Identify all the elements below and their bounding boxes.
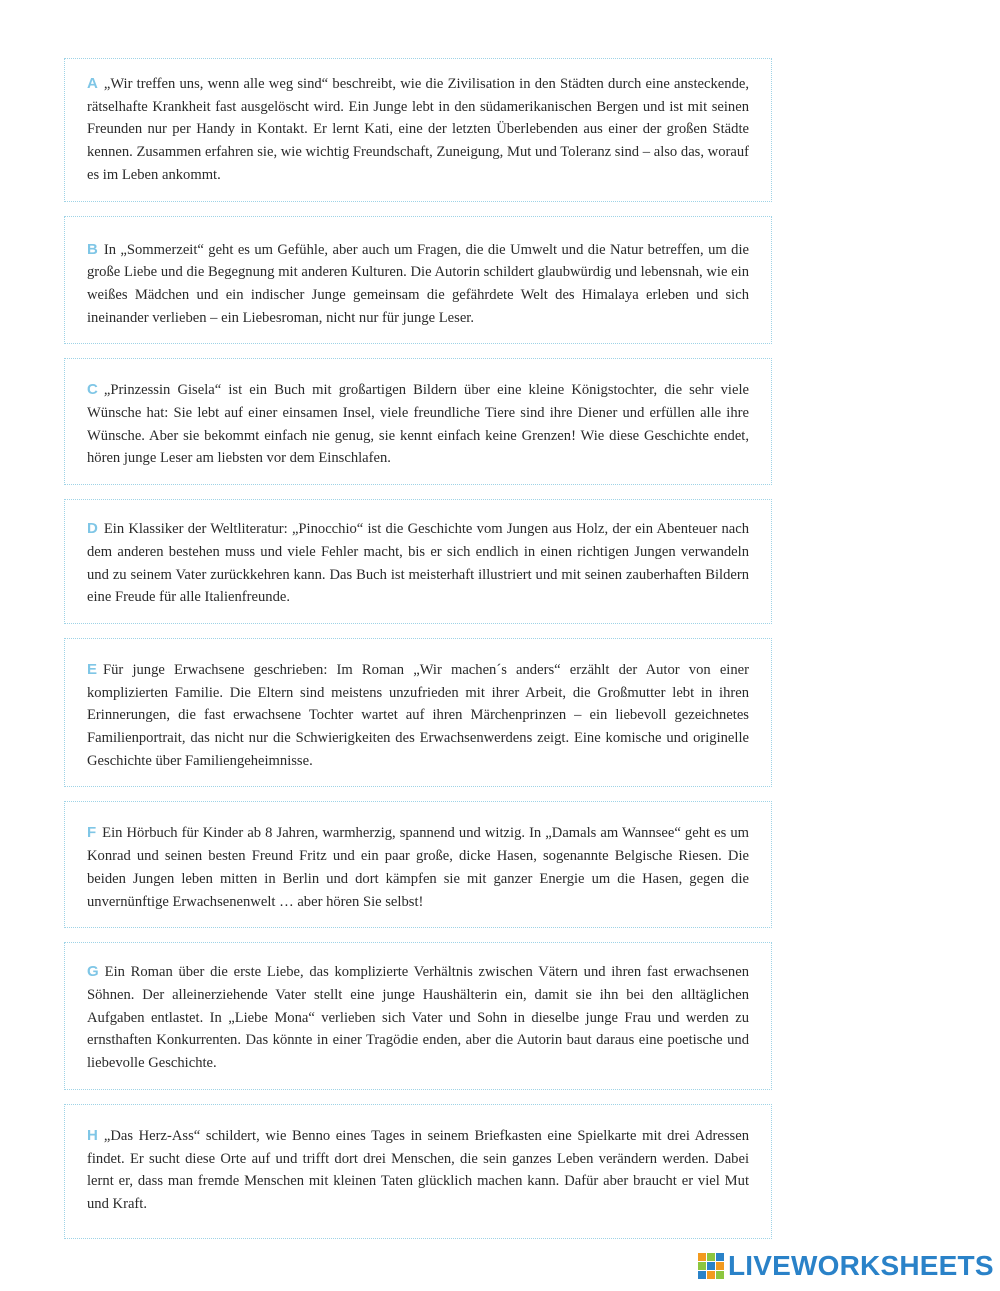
card-body: „Prinzessin Gisela“ ist ein Buch mit großartigen Bildern über eine kleine Königstochter, die sehr viele Wünsche hat: Sie lebt auf einer einsamen Insel, viele freundliche Tiere sind ihre Diener und erfüllen alle ihre Wünsche. Aber sie bekommt einfach nie genug, sie kennt einfach keine Grenzen! Wie diese Geschichte endet, hören junge Leser am liebsten vor dem Einschlafen.	[87, 382, 749, 467]
card-text	[87, 822, 749, 913]
card-text	[87, 659, 749, 773]
card-d	[64, 499, 772, 624]
card-e	[64, 638, 772, 788]
card-body: „Das Herz-Ass“ schildert, wie Benno eines Tages in seinem Briefkasten eine Spielkarte mit drei Adressen findet. Er sucht diese Orte auf und trifft dort drei Menschen, die sein ganzes Leben verändern werden. Dabei lernt er, dass man fremde Menschen mit kleinen Taten glücklich machen kann. Dafür aber braucht er viel Mut und Kraft.	[87, 1127, 749, 1212]
card-body: In „Sommerzeit“ geht es um Gefühle, aber auch um Fragen, die die Umwelt und die Natur betreffen, um die große Liebe und die Begegnung mit anderen Kulturen. Die Autorin schildert glaubwürdig und lebensnah, wie ein weißes Mädchen und ein indischer Junge gemeinsam die gefährdete Welt des Himalaya erleben und sich ineinander verlieben – ein Liebesroman, nicht nur für junge Leser.	[87, 241, 749, 326]
card-letter: B	[87, 240, 98, 258]
card-letter: D	[87, 520, 98, 538]
card-body: Ein Hörbuch für Kinder ab 8 Jahren, warmherzig, spannend und witzig. In „Damals am Wannsee“ geht es um Konrad und seinen besten Freund Fritz und ein paar große, dicke Hasen, sogenannte Belgische Riesen. Die beiden Jungen leben mitten in Berlin und dort kämpfen sie mit ganzer Energie um die Hasen, gegen die unvernünftige Erwachsenenwelt … aber hören Sie selbst!	[87, 825, 749, 910]
card-body: „Wir treffen uns, wenn alle weg sind“ beschreibt, wie die Zivilisation in den Städten durch eine ansteckende, rätselhafte Krankheit fast ausgelöscht wird. Ein Junge lebt in den südamerikanischen Bergen und ist mit seinen Freunden nur per Handy in Kontakt. Er lernt Kati, eine der letzten Überlebenden aus einer der großen Städte kennen. Zusammen erfahren sie, wie wichtig Freundschaft, Zuneigung, Mut und Toleranz sind – also das, worauf es im Leben ankommt.	[87, 76, 749, 183]
card-letter: C	[87, 381, 98, 399]
logo-blocks-icon	[698, 1253, 724, 1279]
card-body: Ein Klassiker der Weltliteratur: „Pinocchio“ ist die Geschichte vom Jungen aus Holz, der ein Abenteuer nach dem anderen bestehen muss und viele Fehler macht, bis er sich endlich in einen richtigen Jungen verwandeln und zu seinem Vater zurückkehren kann. Das Buch ist meisterhaft illustriert und mit seinen zauberhaften Bildern eine Freude für alle Italienfreunde.	[87, 521, 749, 606]
card-g	[64, 942, 772, 1090]
card-f	[64, 801, 772, 928]
card-letter: F	[87, 824, 97, 842]
card-letter: H	[87, 1126, 98, 1144]
card-b	[64, 216, 772, 345]
card-letter: A	[87, 75, 98, 92]
card-text	[87, 961, 749, 1075]
card-text	[87, 73, 749, 187]
card-text	[87, 239, 749, 330]
card-letter: G	[87, 963, 99, 981]
card-letter: E	[87, 660, 98, 678]
card-c	[64, 358, 772, 485]
card-body: Ein Roman über die erste Liebe, das komplizierte Verhältnis zwischen Vätern und ihren fast erwachsenen Söhnen. Der alleinerziehende Vater stellt eine junge Haushälterin ein, damit sie ihn bei den alltäglichen Aufgaben entlastet. In „Liebe Mona“ verlieben sich Vater und Sohn in dieselbe junge Frau und werden zu ernsthaften Konkurrenten. Das könnte in einer Tragödie enden, aber die Autorin baut daraus eine poetische und liebevolle Geschichte.	[87, 964, 749, 1072]
card-text	[87, 1125, 749, 1216]
card-h	[64, 1104, 772, 1239]
card-text	[87, 379, 749, 470]
card-body: Für junge Erwachsene geschrieben: Im Roman „Wir machen´s anders“ erzählt der Autor von einer komplizierten Familie. Die Eltern sind meistens unzufrieden mit ihrer Arbeit, die Großmutter lebt in ihren Erinnerungen, die fast erwachsene Tochter wartet auf ihren Märchenprinzen – ein liebevoll gezeichnetes Familienportrait, das nicht nur die Schwierigkeiten des Erwachsenwerdens zeigt. Eine komische und originelle Geschichte über Familiengeheimnisse.	[87, 661, 749, 769]
brand-name: LIVEWORKSHEETS	[728, 1250, 994, 1281]
card-a	[64, 58, 772, 202]
reading-cards	[64, 58, 772, 1253]
liveworksheets-logo	[698, 1252, 994, 1280]
card-text	[87, 518, 749, 609]
